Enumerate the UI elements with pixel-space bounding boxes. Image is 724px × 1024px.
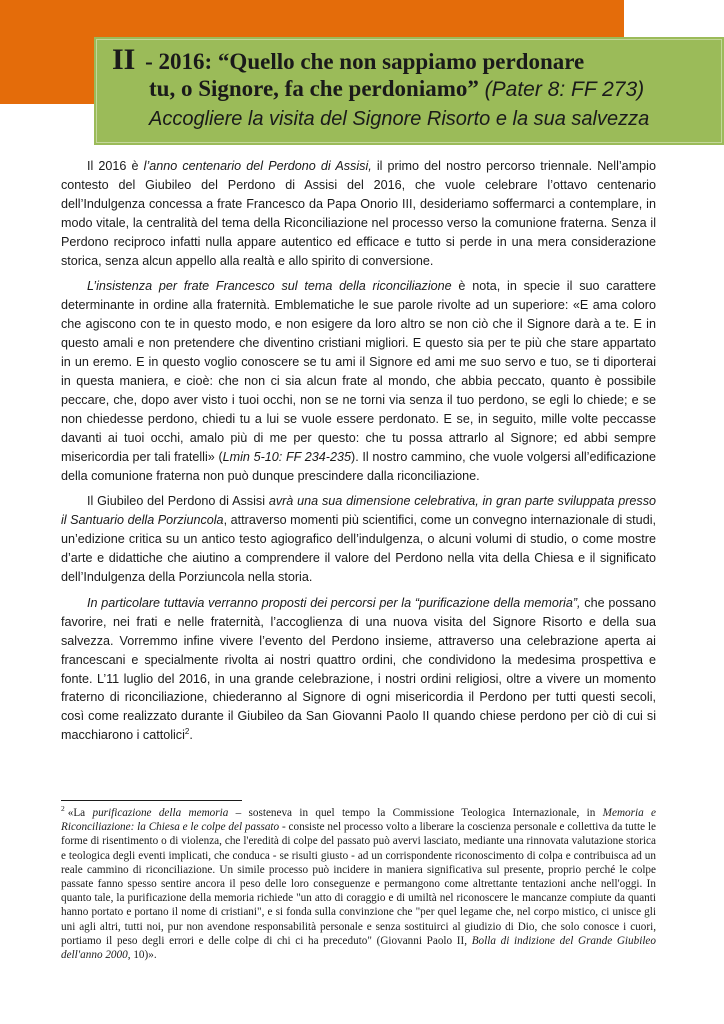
text-run: il primo del nostro percorso triennale. Nell’ampio contesto del Giubileo del Perdono di Assisi del 2016, che vuole celebrare l’ottavo centenario dell’Indulgenza concessa a frate Francesco da Papa Onorio III, desideriamo soffermarci a contemplare, in modo vitale, la centralità del tema della Riconciliazione nel processo verso la comunione fraterna. Senza il Perdono reciproco infatti nulla appare autentico ed efficace e tutto si perde in una mera considerazione storica, senza alcun appello alla realtà e allo spirito di conversione. <box>61 159 656 268</box>
text-run: è nota, in specie il suo carattere determinante in ordine alla fraternità. Emblematiche le sue parole rivolte ad un superiore: «E ama coloro che agiscono con te in questo modo, e non esigere da loro altro se non ciò che il Signore darà a te. E in questo amali e non pretendere che diventino cristiani migliori. E questo sia per te più che stare appartato in un eremo. E in questo voglio conoscere se tu ami il Signore ed ami me suo servo e tuo, se ti diporterai in questa maniera, e cioè: che non ci sia alcun frate al mondo, che abbia peccato, quanto è possibile peccare, che, dopo aver visto i tuoi occhi, non se ne torni via senza il tuo perdono, se egli lo chiede; e se non chiedesse perdono, chiedi tu a lui se vuole essere perdonato. E se, in seguito, mille volte peccasse davanti ai tuoi occhi, amalo più di me per questo: che tu possa attrarlo al Signore; ed abbi sempre misericordia per tali fratelli» ( <box>61 279 656 464</box>
text-run: , 10)». <box>127 949 157 962</box>
footnote-reference[interactable]: 2 <box>184 727 190 737</box>
text-run: «La <box>67 807 93 819</box>
chapter-subtitle: Accogliere la visita del Signore Risorto e la sua salvezza <box>149 108 650 130</box>
emphasis: l’anno centenario del Perdono di Assisi, <box>143 159 372 173</box>
footnote-separator <box>61 800 242 801</box>
citation: Lmin 5-10: FF 234-235 <box>222 449 352 464</box>
footnote <box>61 806 656 962</box>
chapter-source-reference: (Pater 8: FF 273) <box>484 78 645 101</box>
footnote-number: 2 <box>61 804 65 814</box>
text-run: che possano favorire, nei frati e nelle fraternità, l’accoglienza di una nuova visita del Signore Risorto e della sua salvezza. Vorremmo infine vivere l’evento del Perdono insieme, attraverso una celebrazione aperta ai francescani e specialmente rivolta ai nostri quattro ordini, che condividono la medesima prospettiva e fonte. L’11 luglio del 2016, in una grande celebrazione, i nostri ordini religiosi, oltre a vivere un momento fraterno di riconciliazione, chiederanno al Signore di ogni misericordia il Perdono per tutti questi secoli, così come realizzato durante il Giubileo da San Giovanni Paolo II quando chiese perdono per ciò di cui si macchiarono i cattolici <box>61 595 656 743</box>
chapter-number: II <box>112 43 136 76</box>
chapter-title <box>112 43 712 132</box>
paragraph-2 <box>61 277 656 485</box>
emphasis: purificazione della memoria <box>92 807 229 819</box>
chapter-title-line-2 <box>112 75 712 104</box>
text-run: Il 2016 è <box>87 159 144 173</box>
emphasis: L’insistenza per frate Francesco sul tema della riconciliazione <box>87 279 452 294</box>
emphasis: In particolare tuttavia verranno proposti dei percorsi per la “purificazione della memoria”, <box>87 595 581 610</box>
paragraph-4 <box>61 594 656 745</box>
text-run: – sosteneva in quel tempo la Commissione Teologica Internazionale, in <box>228 807 603 819</box>
text-run: . <box>189 728 193 743</box>
document-title: Bolla di indizione del Grande Giubileo dell'anno 2000 <box>61 934 656 962</box>
chapter-title-continuation: tu, o Signore, fa che perdoniamo” <box>149 76 479 101</box>
text-run: , attraverso momenti più scientifici, come un convegno internazionale di studi, un’edizione critica su un antico testo agiografico dell’indulgenza, o alcuni volumi di studio, o come mostre d’arte e didattiche che aiutino a comprendere il valore del Perdono nella vita della Chiesa e il significato dell’Indulgenza della Porziuncola nella storia. <box>61 513 656 585</box>
emphasis: avrà una sua dimensione celebrativa, in gran parte sviluppata presso il Santuario della Porziuncola <box>61 494 656 528</box>
chapter-year-title: - 2016: “Quello che non sappiamo perdonare <box>145 49 585 74</box>
paragraph-1 <box>61 157 656 270</box>
document-title: Memoria e Riconciliazione: la Chiesa e le colpe del passato <box>61 807 656 834</box>
body-text <box>61 157 656 745</box>
text-run: Il Giubileo del Perdono di Assisi <box>87 494 269 509</box>
text-run: - consiste nel processo volto a liberare la coscienza personale e collettiva da tutte le forme di risentimento o di violenza, che l'eredità di colpe del passato può avervi lasciato, mediante una rinnovata valutazione storica e teologica degli eventi implicati, che conduca - se risulti giusto - ad un corrispondente riconoscimento di colpa e contribuisca ad un reale cammino di riconciliazione. Un simile processo può incidere in maniera significativa sul presente, proprio perché le colpe passate fanno spesso sentire ancora il peso delle loro conseguenze e permangono come altrettante tentazioni anche nell'oggi. In quanto tale, la purificazione della memoria richiede "un atto di coraggio e di umiltà nel riconoscere le mancanze compiute da quanti hanno portato e portano il nome di cristiani", e si fonda sulla convinzione che "per quel legame che, nel corpo mistico, ci unisce gli uni agli altri, tutti noi, pur non avendone responsabilità personale e senza sostituirci al giudizio di Dio, che solo conosce i cuori, portiamo il peso degli errori e delle colpe di chi ci ha preceduto" (Giovanni Paolo II, <box>61 821 656 947</box>
chapter-title-line-1 <box>112 43 712 76</box>
paragraph-3 <box>61 492 656 587</box>
text-run: ). Il nostro cammino, che vuole volgersi all’edificazione della comunione fraterna non può dunque prescindere dalla riconciliazione. <box>61 449 656 483</box>
